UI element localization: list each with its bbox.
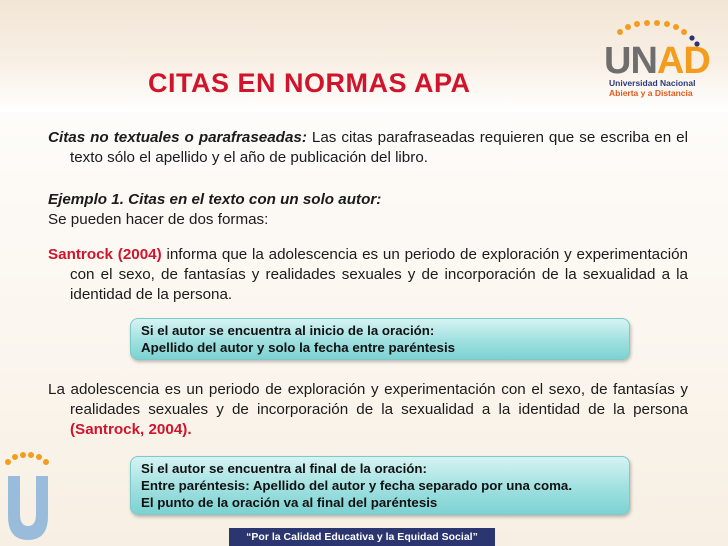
example-paragraph-1: Santrock (2004) informa que la adolescencia es un periodo de exploración y experimentación con el sexo, de fantasías y realidades sexuales y de incorporación de la sexualidad a la identidad de la persona. <box>48 246 688 303</box>
callout-author-start: Si el autor se encuentra al inicio de la oración: Apellido del autor y solo la fecha entre paréntesis <box>130 318 630 360</box>
callout-author-end: Si el autor se encuentra al final de la oración: Entre paréntesis: Apellido del autor y fecha separado por una coma. El punto de la oración va al final del paréntesis <box>130 456 630 515</box>
example-heading: Ejemplo 1. Citas en el texto con un solo autor: Se pueden hacer de dos formas: <box>48 191 382 228</box>
university-u-icon <box>2 452 50 546</box>
footer-slogan: “Por la Calidad Educativa y la Equidad Social” <box>229 528 495 546</box>
page-title: CITAS EN NORMAS APA <box>148 68 471 98</box>
logo-subtitle: Universidad Nacional Abierta y a Distancia <box>609 78 696 98</box>
example-paragraph-2: La adolescencia es un periodo de exploración y experimentación con el sexo, de fantasías y realidades sexuales y de incorporación de la sexualidad a la identidad de la persona (Santrock, 2004). <box>48 381 688 438</box>
paraphrase-definition: Citas no textuales o parafraseadas: Las citas parafraseadas requieren que se escriba en el texto sólo el apellido y el año de publicación del libro. <box>48 129 688 166</box>
logo-wordmark: UNAD <box>604 40 710 82</box>
